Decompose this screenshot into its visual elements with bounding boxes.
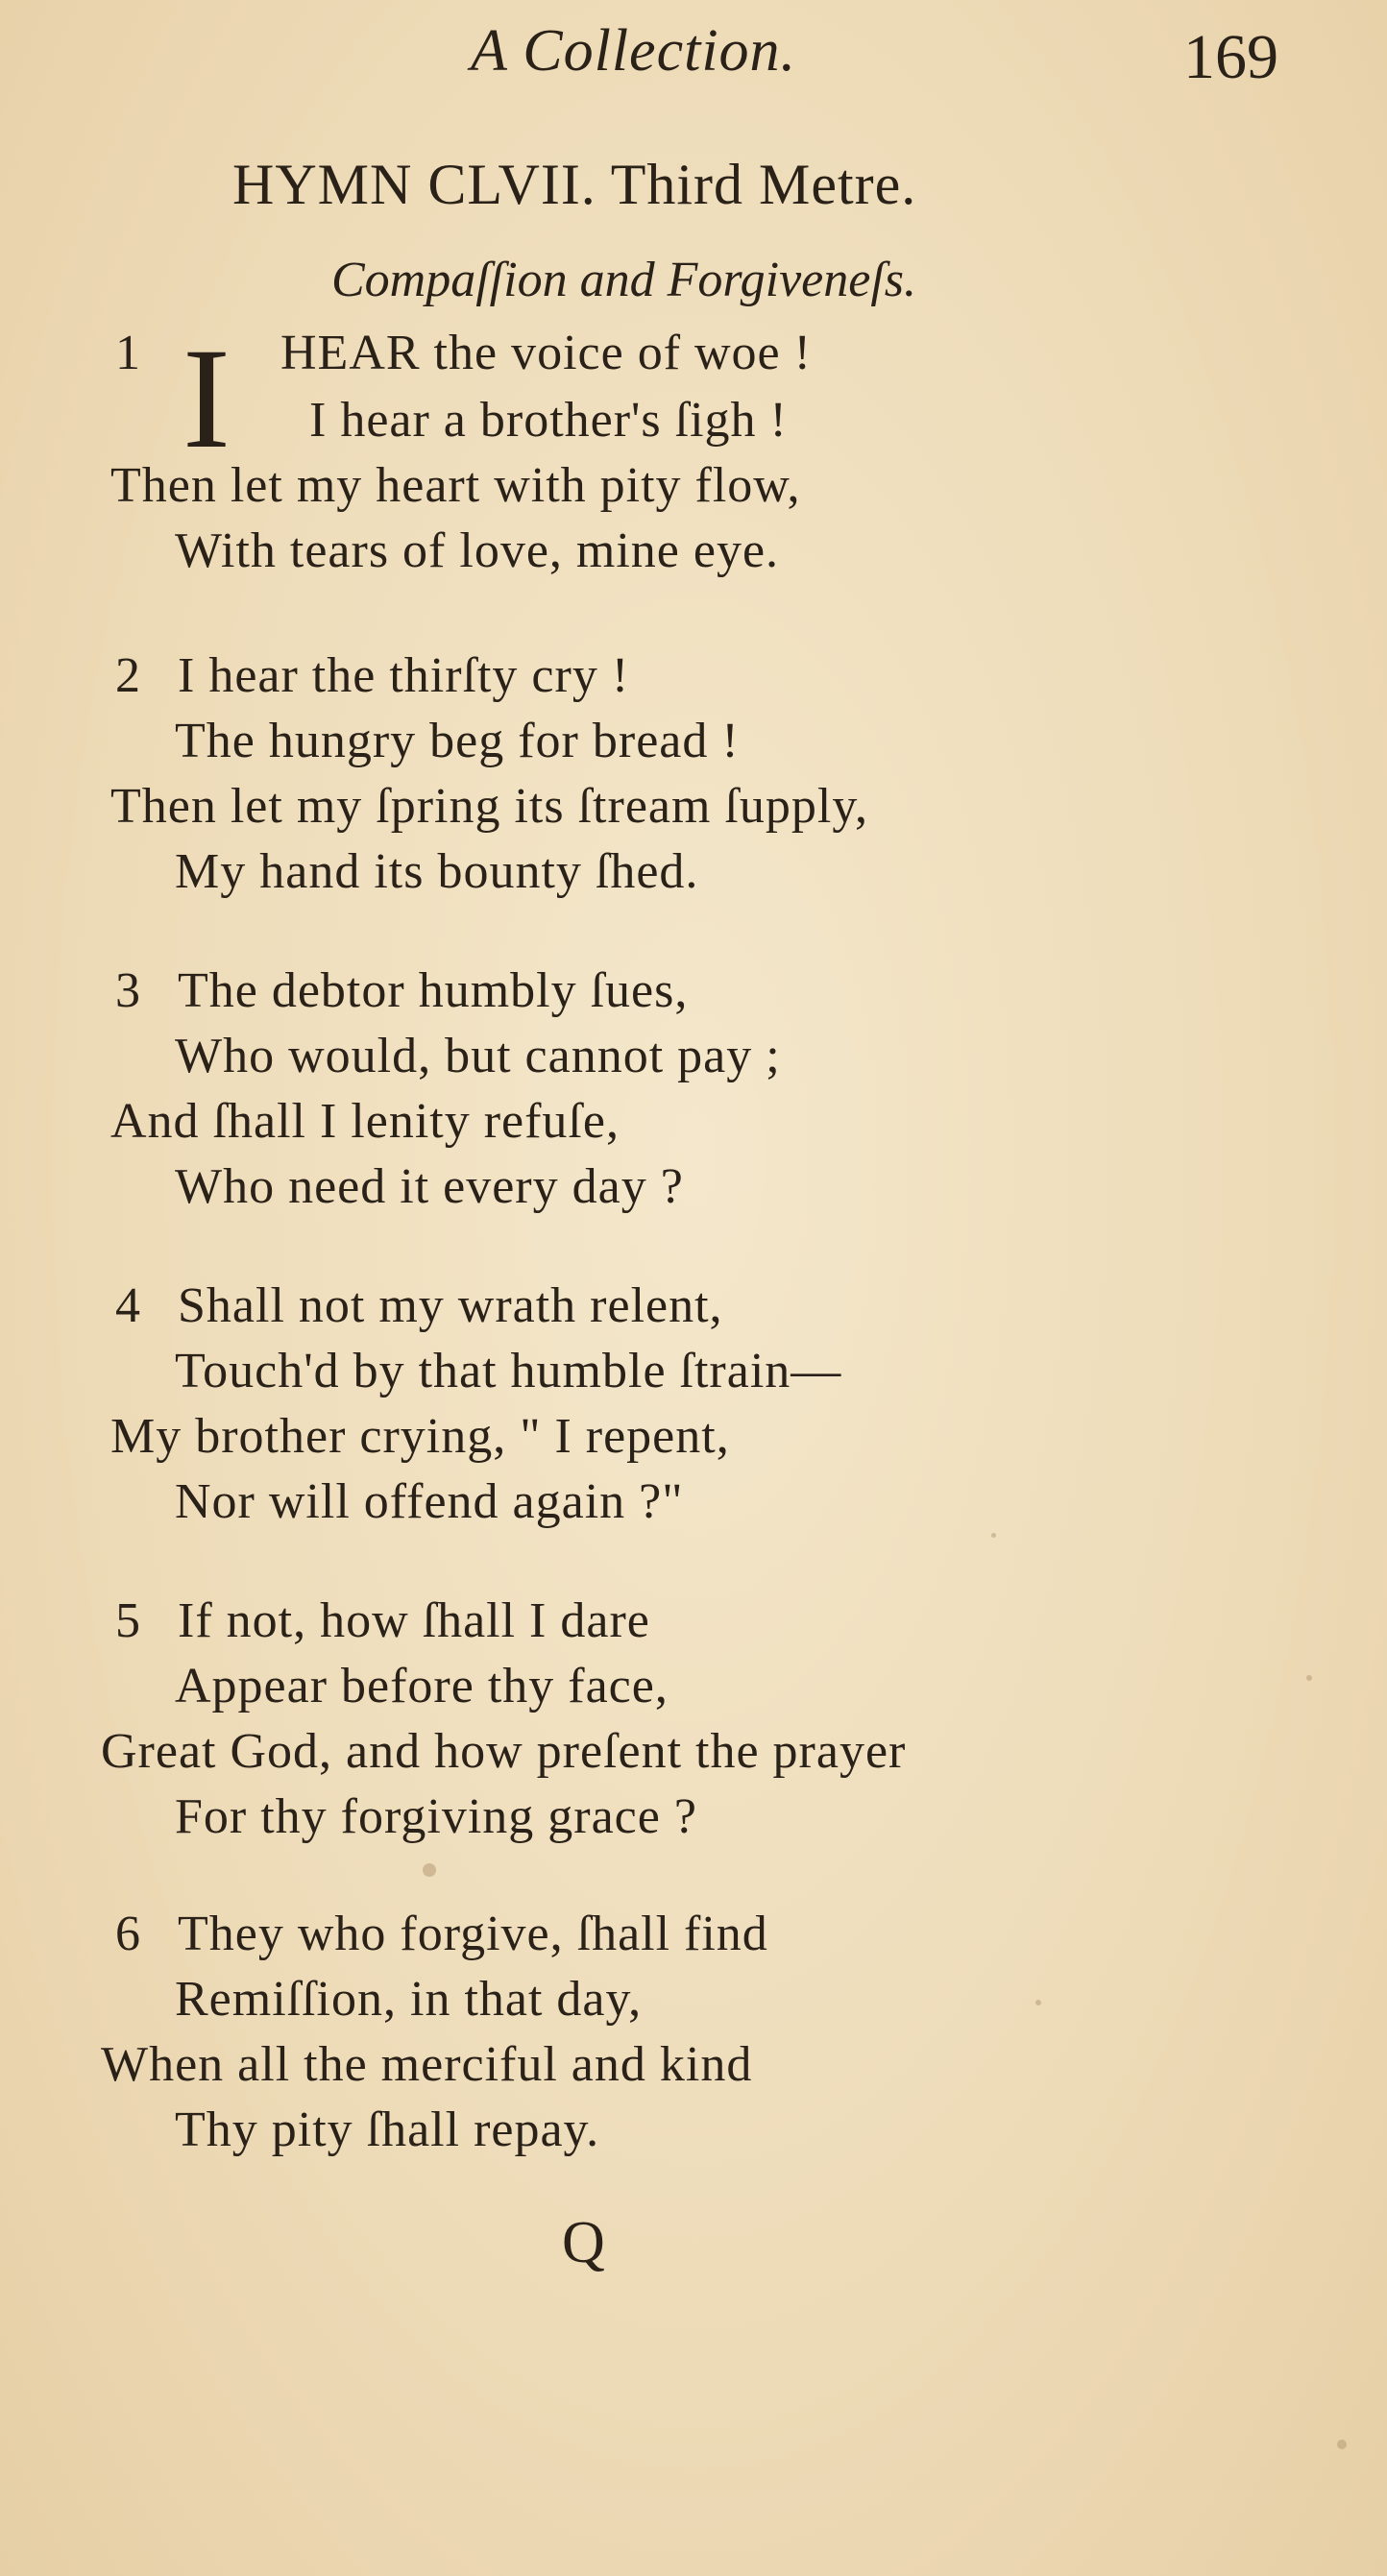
hymn-subtitle: Compaſſion and Forgiveneſs. bbox=[331, 253, 917, 307]
stanza-number: 2 bbox=[115, 648, 140, 703]
paper-speck bbox=[1306, 1675, 1312, 1681]
stanza-line: Appear before thy face, bbox=[175, 1659, 669, 1713]
stanza-line: Who need it every day ? bbox=[175, 1159, 684, 1214]
stanza-line: I hear the thirſty cry ! bbox=[178, 648, 630, 703]
stanza-line: Then let my ſpring its ſtream ſupply, bbox=[110, 779, 868, 834]
catchword: Q bbox=[562, 2210, 605, 2275]
stanza-line: Remiſſion, in that day, bbox=[175, 1972, 643, 2027]
stanza-line: Who would, but cannot pay ; bbox=[175, 1029, 781, 1083]
stanza-line: If not, how ſhall I dare bbox=[178, 1593, 650, 1648]
paper-speck bbox=[991, 1533, 996, 1538]
paper-speck bbox=[1035, 2000, 1041, 2005]
stanza-number: 1 bbox=[115, 326, 140, 380]
stanza-line: Nor will offend again ?" bbox=[175, 1474, 684, 1529]
stanza-number: 5 bbox=[115, 1593, 140, 1648]
stanza-line: When all the merciful and kind bbox=[101, 2037, 753, 2092]
stanza-line: Touch'd by that humble ſtrain— bbox=[175, 1344, 842, 1398]
stanza-line: HEAR the voice of woe ! bbox=[280, 326, 812, 380]
stanza-line: My hand its bounty ſhed. bbox=[175, 844, 699, 899]
stanza-number: 4 bbox=[115, 1278, 140, 1333]
stanza-line: For thy forgiving grace ? bbox=[175, 1789, 697, 1844]
stanza-line: I hear a brother's ſigh ! bbox=[309, 393, 788, 448]
stanza-number: 3 bbox=[115, 963, 140, 1018]
running-head: A Collection. bbox=[471, 18, 797, 84]
stanza-line: Great God, and how preſent the prayer bbox=[101, 1724, 907, 1779]
stanza-line: The hungry beg for bread ! bbox=[175, 714, 740, 768]
page-number: 169 bbox=[1183, 22, 1278, 92]
stanza-line: And ſhall I lenity refuſe, bbox=[110, 1094, 620, 1149]
stanza-line: With tears of love, mine eye. bbox=[175, 523, 780, 578]
hymn-title: HYMN CLVII. Third Metre. bbox=[232, 153, 917, 216]
stanza-line: The debtor humbly ſues, bbox=[178, 963, 689, 1018]
drop-cap: I bbox=[182, 319, 231, 478]
stanza-line: My brother crying, " I repent, bbox=[110, 1409, 730, 1464]
stanza-line: Then let my heart with pity flow, bbox=[110, 458, 801, 513]
stanza-line: Shall not my wrath relent, bbox=[178, 1278, 723, 1333]
paper-speck bbox=[423, 1863, 436, 1877]
stanza-line: They who forgive, ſhall find bbox=[178, 1907, 768, 1961]
stanza-line: Thy pity ſhall repay. bbox=[175, 2102, 600, 2157]
stanza-number: 6 bbox=[115, 1907, 140, 1961]
paper-speck bbox=[1337, 2440, 1347, 2449]
